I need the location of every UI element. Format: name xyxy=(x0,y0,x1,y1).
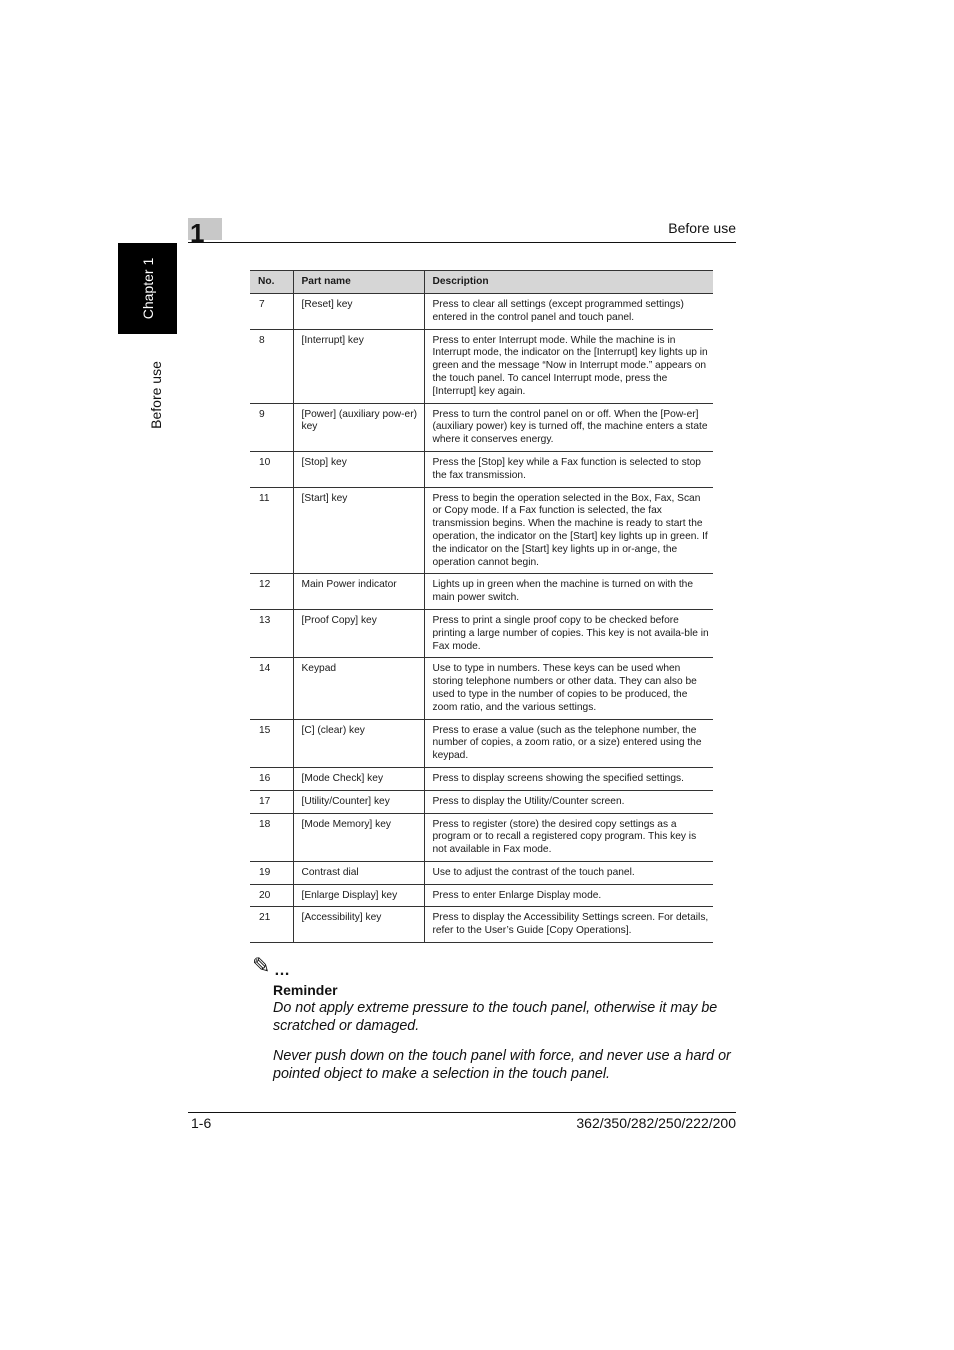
cell-description: Press to display the Accessibility Settings screen. For details, refer to the User’s Guide [Copy Operations]. xyxy=(424,907,713,943)
table-row xyxy=(250,719,713,767)
table-header-row xyxy=(250,271,713,294)
header-rule xyxy=(188,242,736,243)
table-row xyxy=(250,861,713,884)
chapter-side-tab xyxy=(118,243,177,334)
cell-part-name: [Mode Check] key xyxy=(293,767,424,790)
cell-description: Press to display screens showing the specified settings. xyxy=(424,767,713,790)
cell-no: 17 xyxy=(250,790,293,813)
table-row xyxy=(250,813,713,861)
cell-description: Press to display the Utility/Counter screen. xyxy=(424,790,713,813)
cell-no: 19 xyxy=(250,861,293,884)
footer-rule xyxy=(188,1112,736,1113)
cell-description: Press to begin the operation selected in the Box, Fax, Scan or Copy mode. If a Fax function is selected, the fax transmission begins. When the machine is ready to start the operation, the indicator on the [Start] key lights up in green. If the indicator on the [Start] key lights up in or-ange, the operation cannot begin. xyxy=(424,487,713,574)
cell-part-name: [Accessibility] key xyxy=(293,907,424,943)
cell-part-name: [Power] (auxiliary pow-er) key xyxy=(293,403,424,451)
cell-no: 18 xyxy=(250,813,293,861)
table-row xyxy=(250,329,713,403)
note-paragraph: Do not apply extreme pressure to the touch panel, otherwise it may be scratched or damaged. xyxy=(273,1000,718,1034)
running-header-title: Before use xyxy=(668,220,736,236)
table-row xyxy=(250,658,713,719)
table-row xyxy=(250,451,713,487)
cell-part-name: [Interrupt] key xyxy=(293,329,424,403)
pencil-note-icon: ✎ xyxy=(252,953,271,978)
cell-no: 14 xyxy=(250,658,293,719)
model-numbers: 362/350/282/250/222/200 xyxy=(576,1115,736,1131)
table-row xyxy=(250,790,713,813)
cell-part-name: Main Power indicator xyxy=(293,574,424,610)
cell-description: Use to type in numbers. These keys can be used when storing telephone numbers or other data. They can also be used to type in the number of copies to be produced, the zoom ratio, and the various settings. xyxy=(424,658,713,719)
ellipsis-icon: … xyxy=(274,962,291,979)
table-row xyxy=(250,294,713,330)
cell-part-name: [Enlarge Display] key xyxy=(293,884,424,907)
chapter-number: 1 xyxy=(190,218,205,248)
cell-description: Press to erase a value (such as the telephone number, the number of copies, a zoom ratio, or a size) entered using the keypad. xyxy=(424,719,713,767)
cell-no: 21 xyxy=(250,907,293,943)
column-header-no: No. xyxy=(250,271,293,294)
cell-part-name: Keypad xyxy=(293,658,424,719)
cell-no: 7 xyxy=(250,294,293,330)
cell-no: 9 xyxy=(250,403,293,451)
cell-description: Lights up in green when the machine is turned on with the main power switch. xyxy=(424,574,713,610)
cell-part-name: [Utility/Counter] key xyxy=(293,790,424,813)
cell-part-name: [Stop] key xyxy=(293,451,424,487)
cell-description: Press to register (store) the desired copy settings as a program or to recall a registered copy program. This key is not available in Fax mode. xyxy=(424,813,713,861)
cell-no: 12 xyxy=(250,574,293,610)
note-paragraph: Never push down on the touch panel with force, and never use a hard or pointed object to make a selection in the touch panel. xyxy=(273,1048,731,1082)
note-heading: Reminder xyxy=(273,982,338,998)
cell-no: 8 xyxy=(250,329,293,403)
cell-part-name: [Start] key xyxy=(293,487,424,574)
cell-description: Press to enter Interrupt mode. While the machine is in Interrupt mode, the indicator on the [Interrupt] key lights up in green and the message “Now in Interrupt mode.” appears on the touch panel. To cancel Interrupt mode, press the [Interrupt] key again. xyxy=(424,329,713,403)
cell-description: Press to clear all settings (except programmed settings) entered in the control panel and touch panel. xyxy=(424,294,713,330)
cell-description: Press to print a single proof copy to be checked before printing a large number of copies. This key is not availa-ble in Fax mode. xyxy=(424,609,713,657)
table-row xyxy=(250,403,713,451)
page-number: 1-6 xyxy=(191,1115,212,1131)
cell-part-name: Contrast dial xyxy=(293,861,424,884)
table-row xyxy=(250,767,713,790)
cell-description: Press the [Stop] key while a Fax function is selected to stop the fax transmission. xyxy=(424,451,713,487)
column-header-part-name: Part name xyxy=(293,271,424,294)
cell-no: 11 xyxy=(250,487,293,574)
table-row xyxy=(250,907,713,943)
cell-no: 20 xyxy=(250,884,293,907)
cell-no: 16 xyxy=(250,767,293,790)
section-side-label xyxy=(140,345,172,445)
table-row xyxy=(250,609,713,657)
cell-part-name: [Proof Copy] key xyxy=(293,609,424,657)
cell-no: 13 xyxy=(250,609,293,657)
table-row xyxy=(250,884,713,907)
table-row xyxy=(250,574,713,610)
parts-table xyxy=(250,270,713,943)
cell-part-name: [Reset] key xyxy=(293,294,424,330)
cell-no: 15 xyxy=(250,719,293,767)
cell-description: Press to turn the control panel on or off. When the [Pow-er] (auxiliary power) key is turned off, the machine enters a state where it conserves energy. xyxy=(424,403,713,451)
column-header-description: Description xyxy=(424,271,713,294)
chapter-side-tab-label: Chapter 1 xyxy=(139,257,156,320)
cell-description: Press to enter Enlarge Display mode. xyxy=(424,884,713,907)
section-side-label-text: Before use xyxy=(148,361,164,429)
cell-description: Use to adjust the contrast of the touch panel. xyxy=(424,861,713,884)
cell-part-name: [Mode Memory] key xyxy=(293,813,424,861)
table-row xyxy=(250,487,713,574)
cell-no: 10 xyxy=(250,451,293,487)
cell-part-name: [C] (clear) key xyxy=(293,719,424,767)
